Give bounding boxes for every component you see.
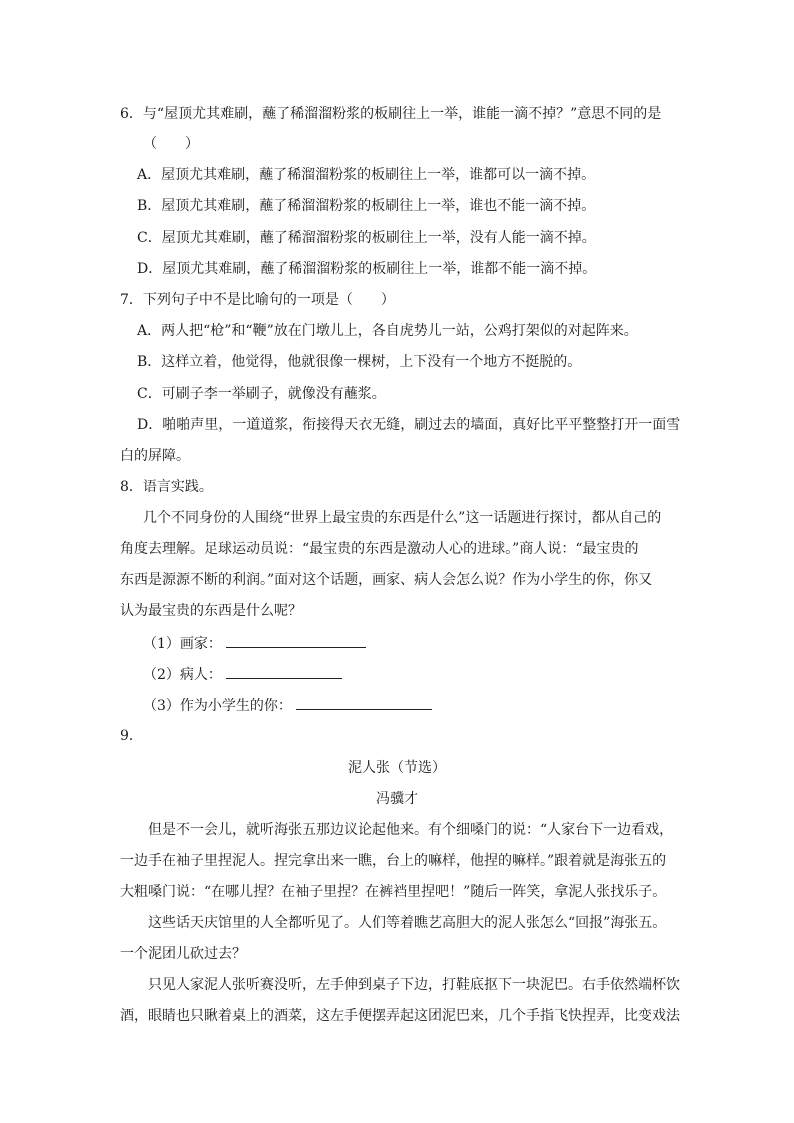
q7-option-a: A．两人把“枪”和“鞭”放在门墩儿上，各自虎势儿一站，公鸡打架似的对起阵来。 <box>137 323 638 339</box>
q9-text-line3: 大粗嗓门说：“在哪儿捏？在袖子里捏？在裤裆里捏吧！”随后一阵笑，拿泥人张找乐子。 <box>120 884 667 900</box>
q9-article-title: 泥人张（节选） <box>348 760 446 776</box>
q8-para-line3: 东西是源源不断的利润。”面对这个话题，画家、病人会怎么说？作为小学生的你，你又 <box>120 572 653 588</box>
student-answer-line[interactable] <box>296 695 432 710</box>
q7-stem: 7．下列句子中不是比喻句的一项是（ ） <box>120 292 395 308</box>
painter-answer-line[interactable] <box>226 633 366 648</box>
q8-blank-student <box>143 695 432 716</box>
q9-text-line6: 只见人家泥人张听赛没听，左手伸到桌子下边，打鞋底抠下一块泥巴。右手依然端杯饮 <box>148 977 680 993</box>
q8-blank-patient-label: （2）病人： <box>143 667 222 683</box>
q9-number: 9． <box>120 728 143 744</box>
q6-option-a: A．屋顶尤其难刷，蘸了稀溜溜粉浆的板刷往上一举，谁都可以一滴不掉。 <box>137 167 596 183</box>
q8-blank-painter-label: （1）画家： <box>143 636 222 652</box>
q8-stem: 8．语言实践。 <box>120 479 213 495</box>
q8-blank-painter <box>143 633 366 654</box>
q7-option-d-line1: D．啪啪声里，一道道浆，衔接得天衣无缝，刷过去的墙面，真好比平平整整打开一面雪 <box>137 417 681 433</box>
q6-option-b: B．屋顶尤其难刷，蘸了稀溜溜粉浆的板刷往上一举，谁也不能一滴不掉。 <box>137 198 596 214</box>
q9-text-line5: 一个泥团儿砍过去？ <box>120 946 246 962</box>
q8-para-line4: 认为最宝贵的东西是什么呢？ <box>120 603 302 619</box>
q8-para-line1: 几个不同身份的人围绕“世界上最宝贵的东西是什么”这一话题进行探讨，都从自己的 <box>143 510 662 526</box>
q9-text-line1: 但是不一会儿，就听海张五那边议论起他来。有个细嗓门的说：“人家台下一边看戏， <box>148 822 674 838</box>
q6-answer-paren: （ ） <box>143 136 199 152</box>
q8-blank-patient <box>143 664 342 685</box>
q8-para-line2: 角度去理解。足球运动员说：“最宝贵的东西是激动人心的进球。”商人说：“最宝贵的 <box>120 541 639 557</box>
q9-text-line2: 一边手在袖子里捏泥人。捏完拿出来一瞧，台上的嘛样，他捏的嘛样。”跟着就是海张五的 <box>120 853 667 869</box>
patient-answer-line[interactable] <box>226 664 342 679</box>
q9-article-author: 冯骥才 <box>376 791 418 807</box>
q7-option-c: C．可刷子李一举刷子，就像没有蘸浆。 <box>137 386 386 402</box>
q7-option-b: B．这样立着，他觉得，他就很像一棵树，上下没有一个地方不挺脱的。 <box>137 354 582 370</box>
q6-stem: 6．与“屋顶尤其难刷，蘸了稀溜溜粉浆的板刷往上一举，谁能一滴不掉？”意思不同的是 <box>120 106 662 122</box>
q6-option-c: C．屋顶尤其难刷，蘸了稀溜溜粉浆的板刷往上一举，没有人能一滴不掉。 <box>137 230 596 246</box>
q8-blank-student-label: （3）作为小学生的你： <box>143 698 292 714</box>
q6-option-d: D．屋顶尤其难刷，蘸了稀溜溜粉浆的板刷往上一举，谁都不能一滴不掉。 <box>137 261 597 277</box>
q7-option-d-line2: 白的屏障。 <box>120 448 190 464</box>
q9-text-line4: 这些话天庆馆里的人全都听见了。人们等着瞧艺高胆大的泥人张怎么“回报”海张五。 <box>148 915 667 931</box>
q9-text-line7: 酒，眼睛也只瞅着桌上的酒菜，这左手便摆弄起这团泥巴来，几个手指飞快捏弄，比变戏法 <box>120 1008 680 1024</box>
